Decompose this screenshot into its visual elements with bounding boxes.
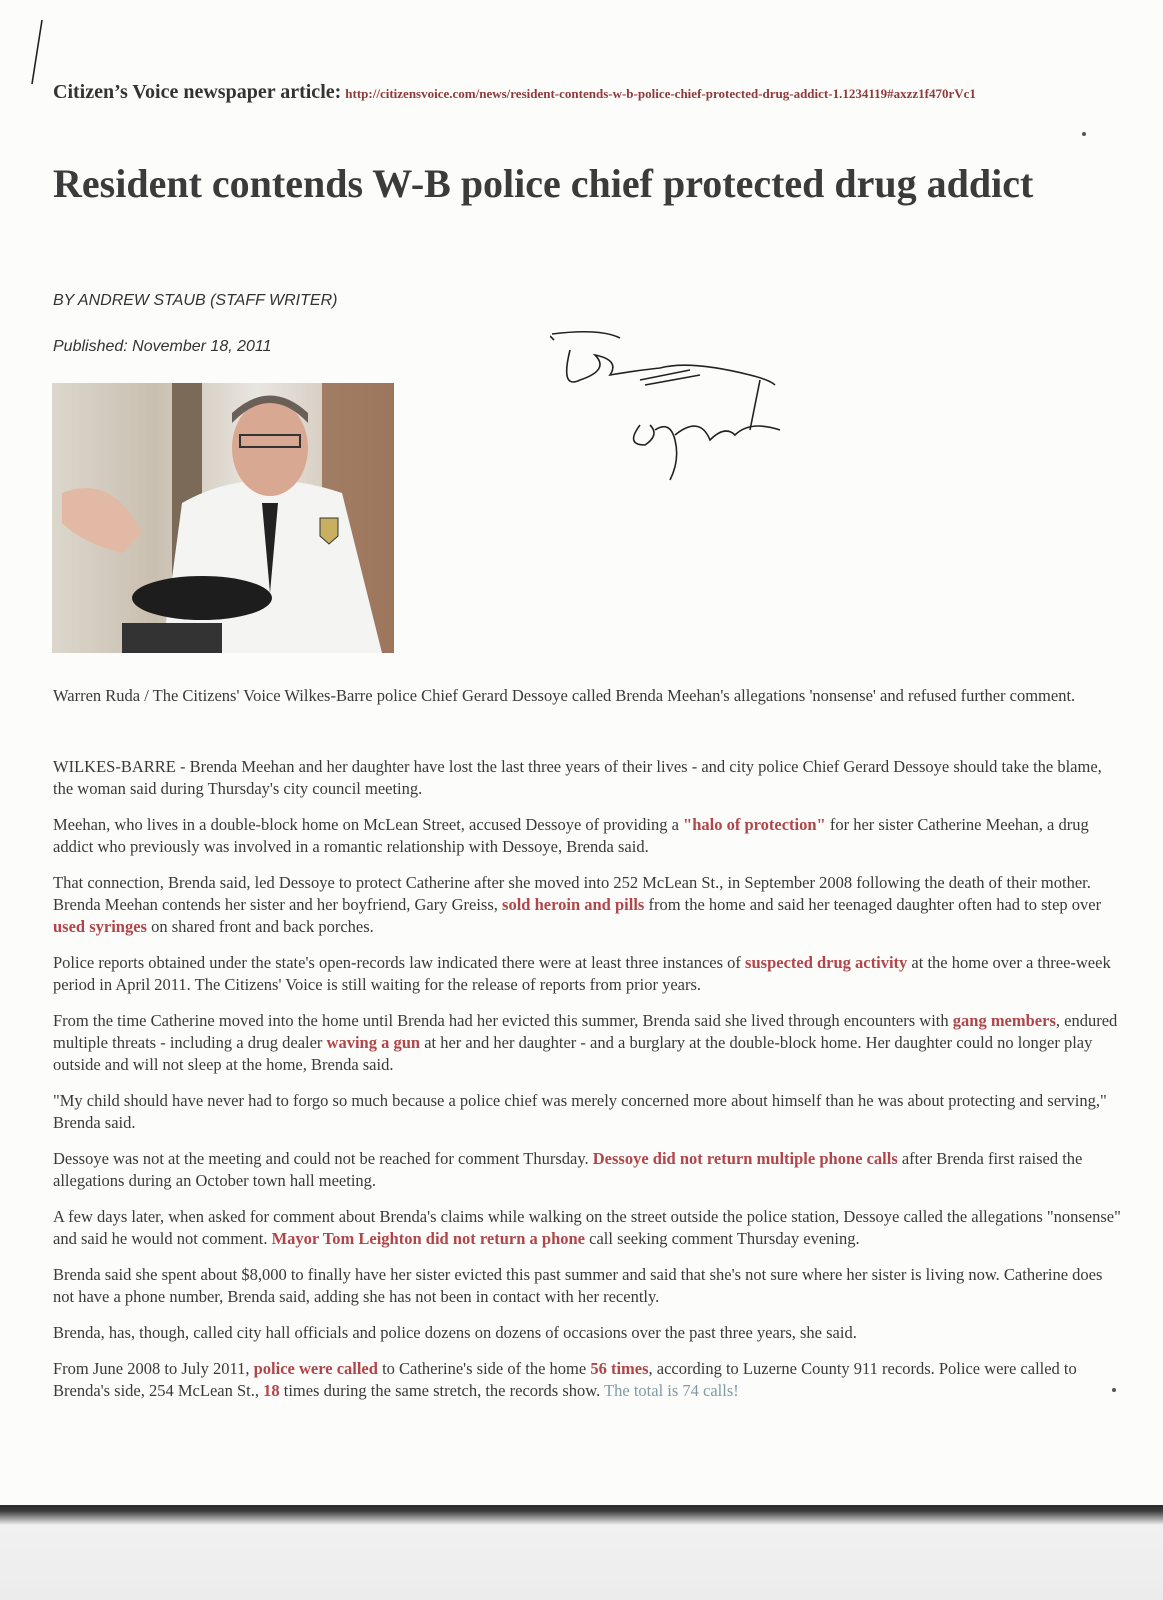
byline: BY ANDREW STAUB (STAFF WRITER) bbox=[53, 292, 338, 309]
paragraph-6 bbox=[53, 1090, 1123, 1134]
text: WILKES-BARRE - Brenda Meehan and her daughter have lost the last three years of their lives - and city police Chief Gerard Dessoye should take the blame, the woman said during Thursday's city council meeting. bbox=[53, 757, 1102, 798]
text: after Brenda first raised the allegations during an October town hall meeting. bbox=[53, 1149, 1083, 1190]
text: From June 2008 to July 2011, bbox=[53, 1359, 254, 1378]
highlight: 56 times bbox=[590, 1359, 649, 1378]
highlight: suspected drug activity bbox=[745, 953, 908, 972]
source-url[interactable]: http://citizensvoice.com/news/resident-contends-w-b-police-chief-protected-drug-addict-1.1234119#axzz1f470rVc1 bbox=[345, 86, 976, 101]
paragraph-8 bbox=[53, 1206, 1123, 1250]
text: times during the same stretch, the records show. bbox=[279, 1381, 605, 1400]
paragraph-5 bbox=[53, 1010, 1123, 1076]
text: Police reports obtained under the state's open-records law indicated there were at least three instances of bbox=[53, 953, 746, 972]
highlight: sold heroin and pills bbox=[502, 895, 645, 914]
text: Brenda, has, though, called city hall officials and police dozens on dozens of occasions over the past three years, she said. bbox=[53, 1323, 857, 1342]
highlight: Mayor Tom Leighton did not return a phone bbox=[271, 1229, 585, 1248]
photo-caption: Warren Ruda / The Citizens' Voice Wilkes-Barre police Chief Gerard Dessoye called Brenda Meehan's allegations 'nonsense' and refused further comment. bbox=[53, 686, 1076, 705]
text: to Catherine's side of the home bbox=[377, 1359, 591, 1378]
text: A few days later, when asked for comment about Brenda's claims while walking on the street outside the police station, Dessoye called the allegations "nonsense" and said he would not comment. bbox=[53, 1207, 1121, 1248]
highlight: Dessoye did not return multiple phone calls bbox=[592, 1149, 898, 1168]
highlight: used syringes bbox=[53, 917, 147, 936]
text: from the home and said her teenaged daughter often had to step over bbox=[644, 895, 1102, 914]
highlight: 18 bbox=[263, 1381, 280, 1400]
text: "My child should have never had to forgo so much because a police chief was merely concerned more about himself than he was about protecting and serving," Brenda said. bbox=[53, 1091, 1107, 1132]
highlight: gang members bbox=[952, 1011, 1056, 1030]
scan-speck bbox=[1112, 1388, 1116, 1392]
highlight: police were called bbox=[253, 1359, 378, 1378]
published-date: Published: November 18, 2011 bbox=[53, 338, 272, 355]
text: for her sister Catherine Meehan, a drug addict who previously was involved in a romantic relationship with Dessoye, Brenda said. bbox=[53, 815, 1089, 856]
article-body bbox=[53, 756, 1123, 1416]
pen-stroke-mark bbox=[28, 18, 48, 88]
article-source-header bbox=[53, 78, 1053, 108]
text: From the time Catherine moved into the home until Brenda had her evicted this summer, Brenda said she lived through encounters with bbox=[53, 1011, 953, 1030]
text: on shared front and back porches. bbox=[146, 917, 374, 936]
photo-illustration bbox=[52, 383, 394, 653]
source-label: Citizen’s Voice newspaper article: bbox=[53, 81, 342, 103]
police-chief-photo bbox=[52, 383, 394, 653]
paragraph-3 bbox=[53, 872, 1123, 938]
text: , according to Luzerne County 911 records. Police were called to Brenda's side, 254 McLean St., bbox=[53, 1359, 1077, 1400]
text: , endured multiple threats - including a drug dealer bbox=[53, 1011, 1118, 1052]
text: Brenda said she spent about $8,000 to finally have her sister evicted this past summer and said that she's not sure where her sister is living now. Catherine does not have a phone number, Brenda said, adding she has not been in contact with her recently. bbox=[53, 1265, 1103, 1306]
paragraph-7 bbox=[53, 1148, 1123, 1192]
scanner-edge bbox=[0, 1505, 1163, 1600]
handwritten-signature bbox=[550, 330, 810, 490]
text: at the home over a three-week period in April 2011. The Citizens' Voice is still waiting for the release of reports from prior years. bbox=[53, 953, 1111, 994]
text: That connection, Brenda said, led Dessoye to protect Catherine after she moved into 252 McLean St., in September 2008 following the death of their mother. Brenda Meehan contends her sister and her boyfriend, Gary Greiss, bbox=[53, 873, 1091, 914]
headline: Resident contends W-B police chief protected drug addict bbox=[53, 161, 1034, 206]
paragraph-2 bbox=[53, 814, 1123, 858]
paragraph-4 bbox=[53, 952, 1123, 996]
paragraph-11 bbox=[53, 1358, 1123, 1402]
highlight: "halo of protection" bbox=[683, 815, 826, 834]
text: call seeking comment Thursday evening. bbox=[585, 1229, 860, 1248]
paragraph-10 bbox=[53, 1322, 1123, 1344]
paragraph-9 bbox=[53, 1264, 1123, 1308]
scan-speck bbox=[1082, 132, 1086, 136]
paragraph-1 bbox=[53, 756, 1123, 800]
highlight: waving a gun bbox=[326, 1033, 421, 1052]
text: at her and her daughter - and a burglary at the double-block home. Her daughter could no longer play outside and will not sleep at the home, Brenda said. bbox=[53, 1033, 1093, 1074]
text: Dessoye was not at the meeting and could not be reached for comment Thursday. bbox=[53, 1149, 593, 1168]
faded-highlight: The total is 74 calls! bbox=[604, 1381, 739, 1400]
text: Meehan, who lives in a double-block home on McLean Street, accused Dessoye of providing a bbox=[53, 815, 684, 834]
